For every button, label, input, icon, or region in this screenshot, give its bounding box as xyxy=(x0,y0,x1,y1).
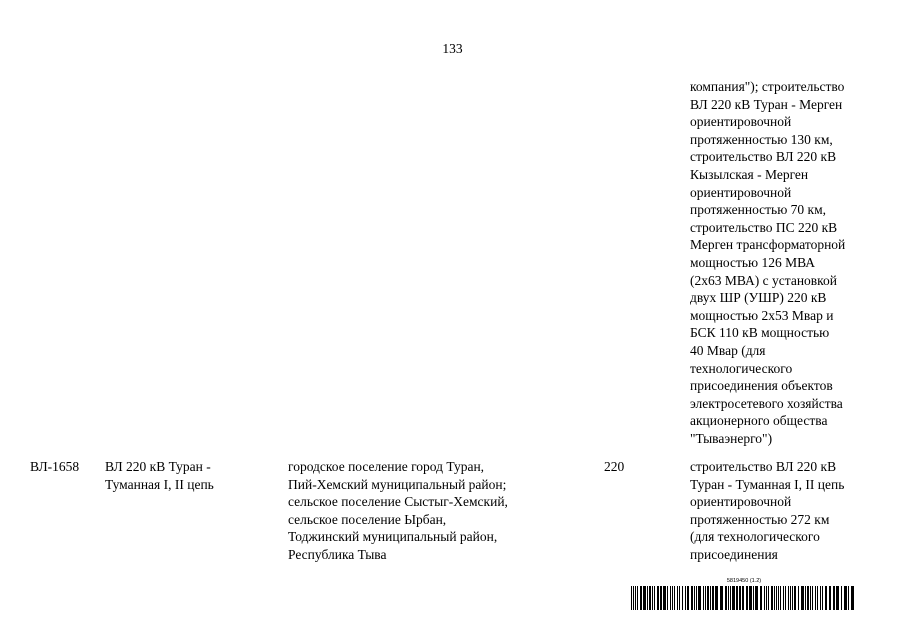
page-number: 133 xyxy=(442,41,463,56)
continued-description-text: компания"); строительство ВЛ 220 кВ Туран - Мерген ориентировочной протяженностью 130 км, строительство ВЛ 220 кВ Кызылская - Мерген ориентировочной протяженностью 70 км, строительство ПС 220 кВ Мерген трансформаторной мощностью 126 МВА (2x63 МВА) с установкой двух ШР (УШР) 220 кВ мощностью 2x53 Мвар и БСК 110 кВ мощностью 40 Мвар (для технологического присоединения объектов электросетевого хозяйства акционерного общества "Тываэнерго") xyxy=(690,79,846,446)
barcode-label: 5819450 (1.2) xyxy=(726,578,762,584)
object-code: ВЛ-1658 xyxy=(30,459,80,474)
object-location: городское поселение город Туран, Пий-Хемский муниципальный район; сельское поселение Сыстыг-Хемский, сельское поселение Ырбан, Тоджинский муниципальный район, Республика Тыва xyxy=(288,459,508,562)
object-description: строительство ВЛ 220 кВ Туран - Туманная I, II цепь ориентировочной протяженностью 272 км (для технологического присоединения xyxy=(690,459,845,562)
barcode-image xyxy=(630,586,858,610)
object-name: ВЛ 220 кВ Туран - Туманная I, II цепь xyxy=(105,459,214,492)
document-barcode xyxy=(630,578,858,612)
voltage-value: 220 xyxy=(604,459,625,474)
